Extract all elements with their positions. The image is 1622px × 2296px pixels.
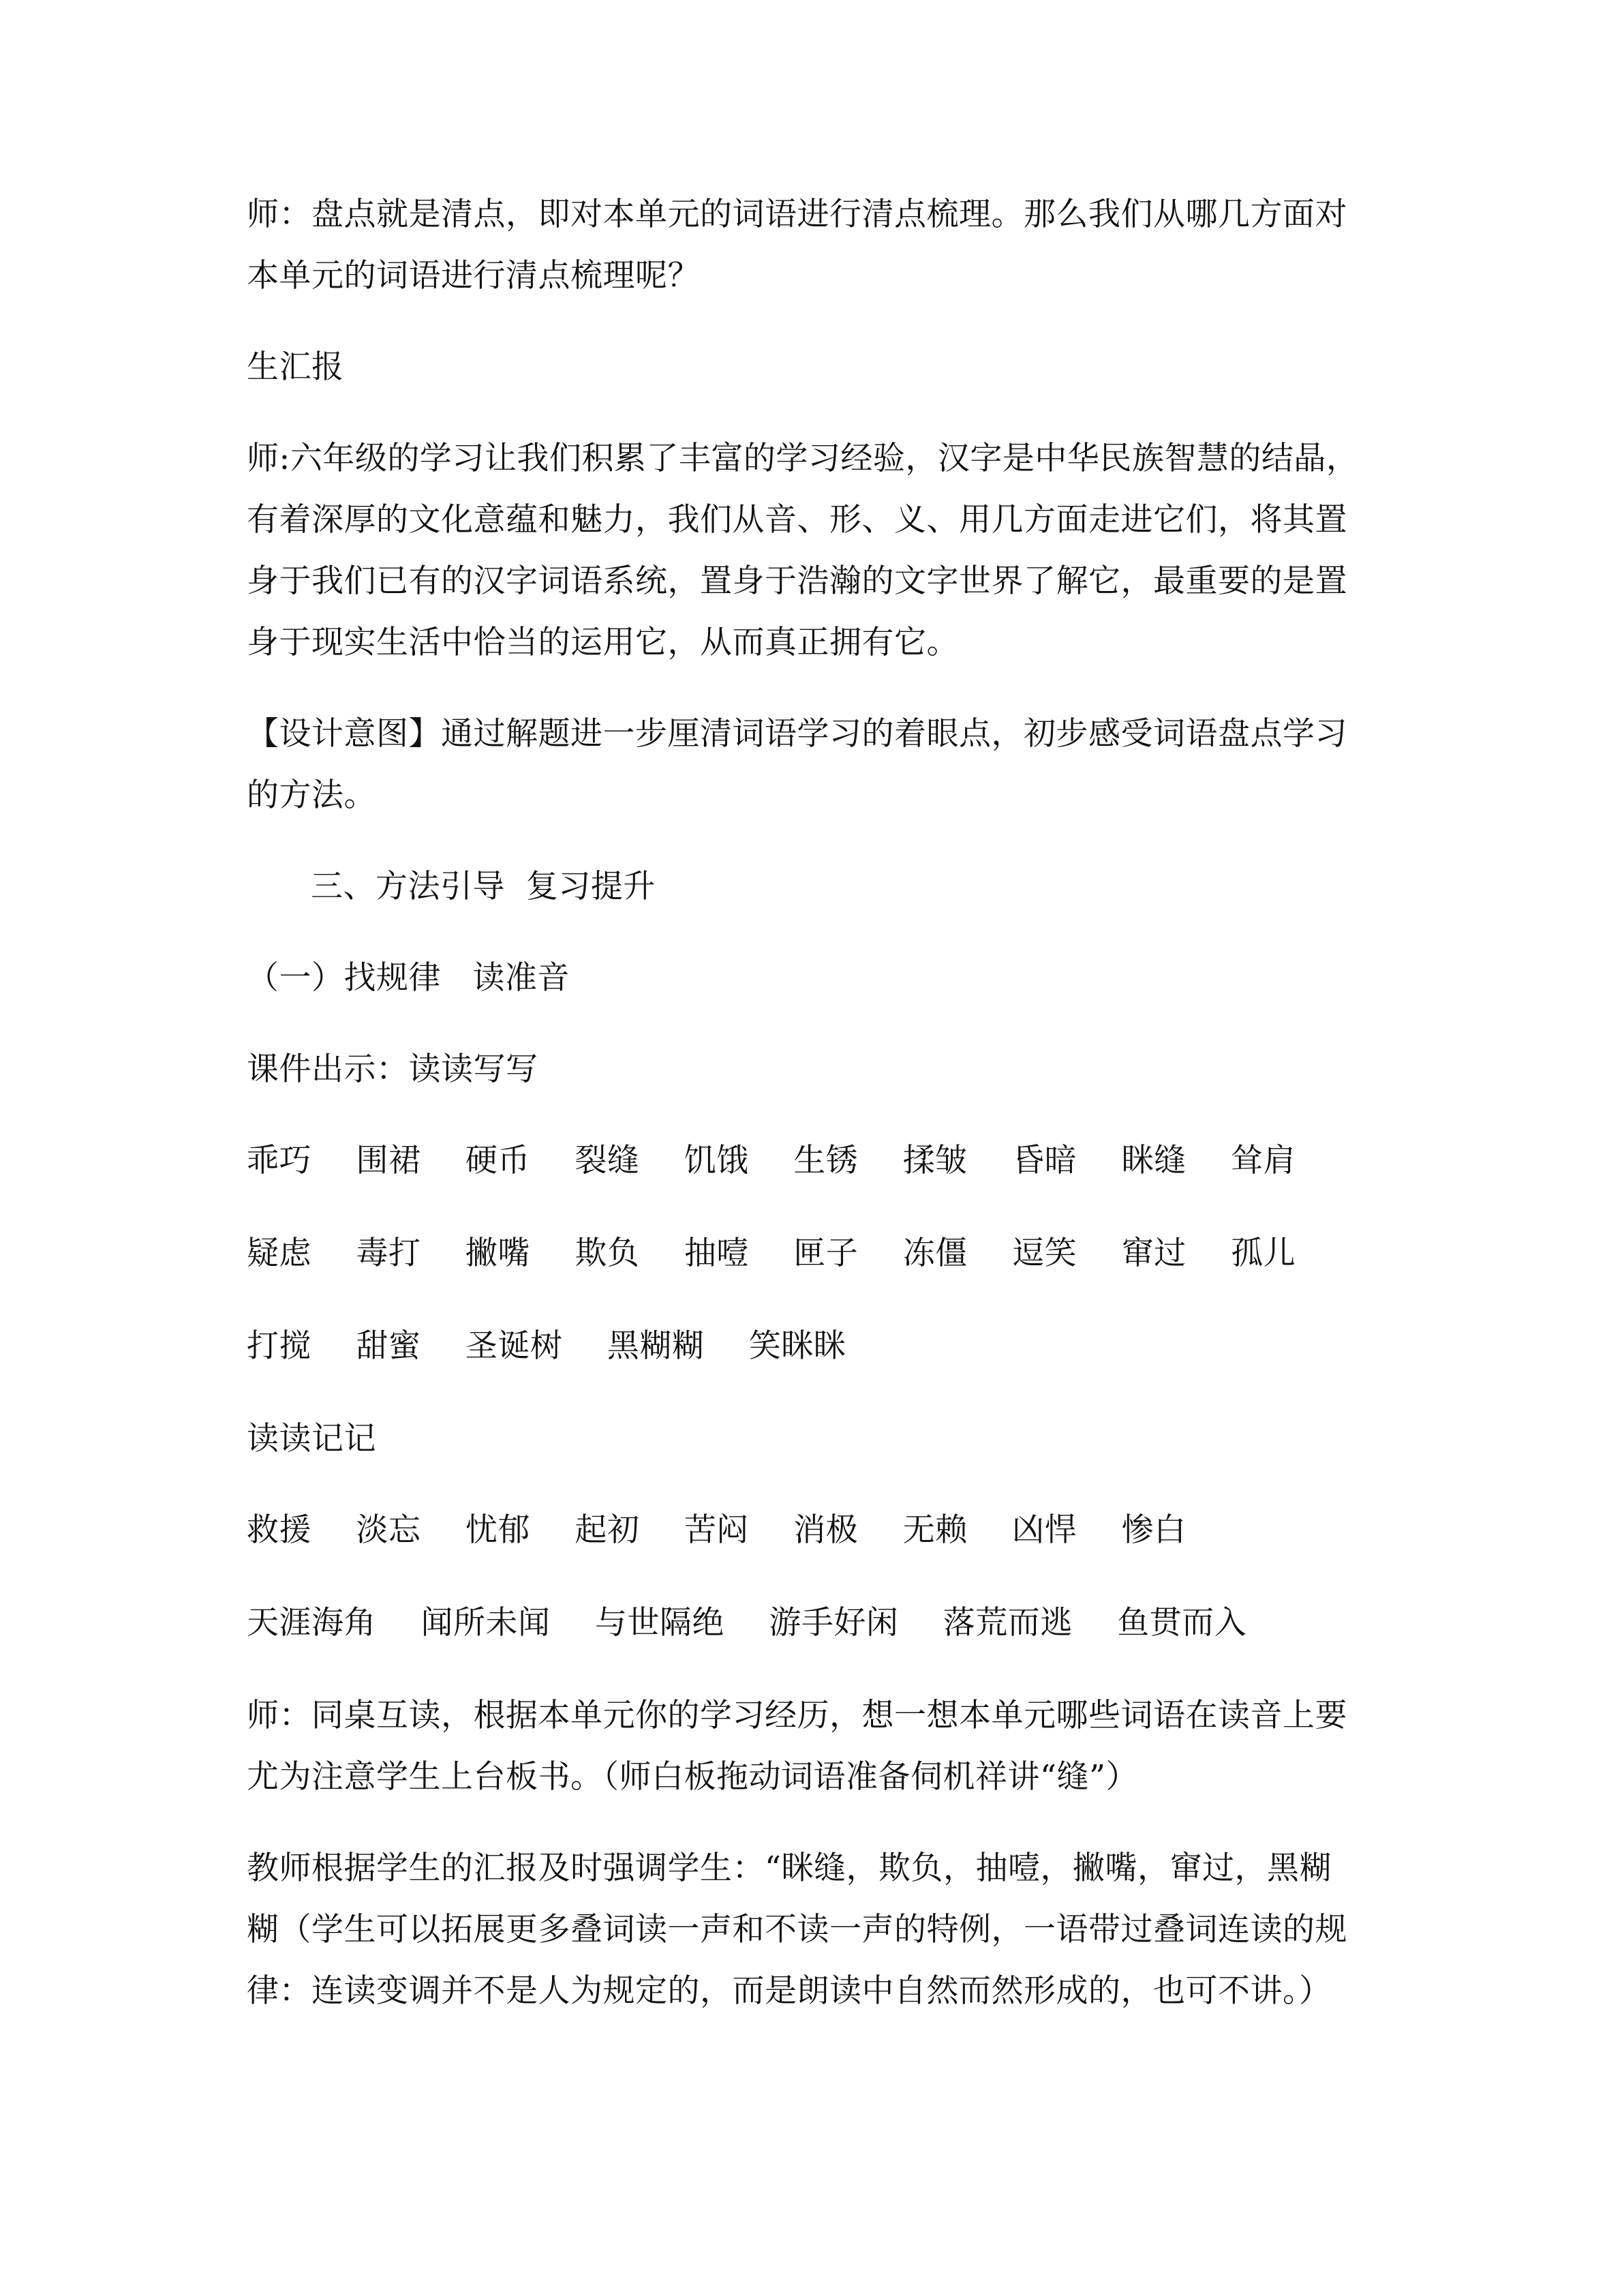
word-item: 惨白 bbox=[1121, 1511, 1187, 1549]
text-line: 糊（学生可以拓展更多叠词读一声和不读一声的特例，一语带过叠词连读的规 bbox=[247, 1911, 1347, 1948]
word-item: 硬币 bbox=[465, 1142, 530, 1179]
paragraph-student-report bbox=[247, 337, 1378, 398]
word-item: 抽噎 bbox=[684, 1235, 749, 1272]
word-item: 撇嘴 bbox=[465, 1235, 530, 1272]
text-line: 身于我们已有的汉字词语系统，置身于浩瀚的文字世界了解它，最重要的是置 bbox=[247, 562, 1347, 600]
courseware-label bbox=[247, 1039, 1378, 1100]
word-item: 无赖 bbox=[902, 1511, 968, 1549]
word-item: 冻僵 bbox=[902, 1235, 968, 1272]
text-line: 师：盘点就是清点，即对本单元的词语进行清点梳理。那么我们从哪几方面对 bbox=[247, 196, 1347, 233]
idiom-item: 落荒而逃 bbox=[943, 1604, 1073, 1642]
idiom-item: 游手好闲 bbox=[769, 1604, 899, 1642]
text-line: 教师根据学生的汇报及时强调学生：“眯缝，欺负，抽噎，撇嘴，窜过，黑糊 bbox=[247, 1849, 1332, 1887]
word-list-row bbox=[247, 1316, 1378, 1377]
word-item: 匣子 bbox=[793, 1235, 859, 1272]
word-item: 昏暗 bbox=[1012, 1142, 1077, 1179]
text-line: 师：同桌互读，根据本单元你的学习经历，想一想本单元哪些词语在读音上要 bbox=[247, 1697, 1347, 1734]
word-item: 乖巧 bbox=[247, 1142, 311, 1179]
paragraph-teacher-inventory bbox=[247, 184, 1378, 307]
word-item: 苦闷 bbox=[684, 1511, 749, 1549]
label-text: 读读记记 bbox=[247, 1420, 376, 1457]
idiom-item: 天涯海角 bbox=[247, 1604, 376, 1642]
word-list-row bbox=[247, 1592, 1378, 1654]
idiom-item: 闻所未闻 bbox=[420, 1604, 551, 1642]
read-remember-label bbox=[247, 1408, 1378, 1470]
word-item: 窜过 bbox=[1121, 1235, 1187, 1272]
word-item: 揉皱 bbox=[902, 1142, 968, 1179]
word-item: 孤儿 bbox=[1231, 1235, 1296, 1272]
word-item: 眯缝 bbox=[1121, 1142, 1187, 1179]
idiom-item: 鱼贯而入 bbox=[1117, 1604, 1247, 1642]
label-text: 课件出示：读读写写 bbox=[247, 1051, 538, 1088]
word-item: 逗笑 bbox=[1012, 1235, 1077, 1272]
subheading bbox=[247, 948, 1378, 1009]
word-item: 救援 bbox=[247, 1511, 311, 1549]
word-list-row bbox=[247, 1500, 1378, 1561]
word-item: 圣诞树 bbox=[465, 1327, 563, 1365]
paragraph-teacher-emphasis bbox=[247, 1838, 1378, 2022]
word-item: 耸肩 bbox=[1231, 1142, 1296, 1179]
paragraph-peer-reading bbox=[247, 1685, 1378, 1808]
section-heading bbox=[247, 856, 1378, 918]
word-item: 消极 bbox=[793, 1511, 859, 1549]
idiom-item: 与世隔绝 bbox=[594, 1604, 724, 1642]
word-item: 毒打 bbox=[356, 1235, 421, 1272]
word-item: 疑虑 bbox=[247, 1235, 311, 1272]
word-list-row bbox=[247, 1223, 1378, 1284]
text-line: 有着深厚的文化意蕴和魅力，我们从音、形、义、用几方面走进它们，将其置 bbox=[247, 501, 1347, 539]
word-item: 忧郁 bbox=[465, 1511, 530, 1549]
text-line: 身于现实生活中恰当的运用它，从而真正拥有它。 bbox=[247, 624, 959, 661]
subheading-text: （一）找规律 读准音 bbox=[247, 959, 570, 997]
word-item: 起初 bbox=[575, 1511, 640, 1549]
text-line: 师:六年级的学习让我们积累了丰富的学习经验，汉字是中华民族智慧的结晶， bbox=[247, 440, 1359, 477]
word-item: 凶悍 bbox=[1012, 1511, 1077, 1549]
word-item: 淡忘 bbox=[356, 1511, 421, 1549]
word-item: 生锈 bbox=[793, 1142, 859, 1179]
paragraph-design-intent bbox=[247, 704, 1378, 826]
text-line: 的方法。 bbox=[247, 776, 376, 814]
word-item: 笑眯眯 bbox=[748, 1327, 846, 1365]
word-item: 欺负 bbox=[575, 1235, 640, 1272]
document-body bbox=[247, 184, 1378, 2022]
text-line: 【设计意图】通过解题进一步厘清词语学习的着眼点，初步感受词语盘点学习 bbox=[247, 715, 1347, 753]
word-item: 饥饿 bbox=[684, 1142, 749, 1179]
word-item: 裂缝 bbox=[575, 1142, 640, 1179]
word-item: 黑糊糊 bbox=[607, 1327, 705, 1365]
text-line: 生汇报 bbox=[247, 348, 344, 386]
word-item: 打搅 bbox=[247, 1327, 311, 1365]
text-line: 尤为注意学生上台板书。（师白板拖动词语准备伺机祥讲“缝”） bbox=[247, 1758, 1139, 1796]
word-item: 围裙 bbox=[356, 1142, 421, 1179]
paragraph-teacher-grade-six bbox=[247, 428, 1378, 674]
word-list-row bbox=[247, 1130, 1378, 1192]
text-line: 律：连读变调并不是人为规定的，而是朗读中自然而然形成的，也可不讲。） bbox=[247, 1972, 1332, 2010]
heading-text: 三、方法引导 复习提升 bbox=[311, 868, 656, 905]
text-line: 本单元的词语进行清点梳理呢？ bbox=[247, 257, 700, 294]
word-item: 甜蜜 bbox=[356, 1327, 421, 1365]
